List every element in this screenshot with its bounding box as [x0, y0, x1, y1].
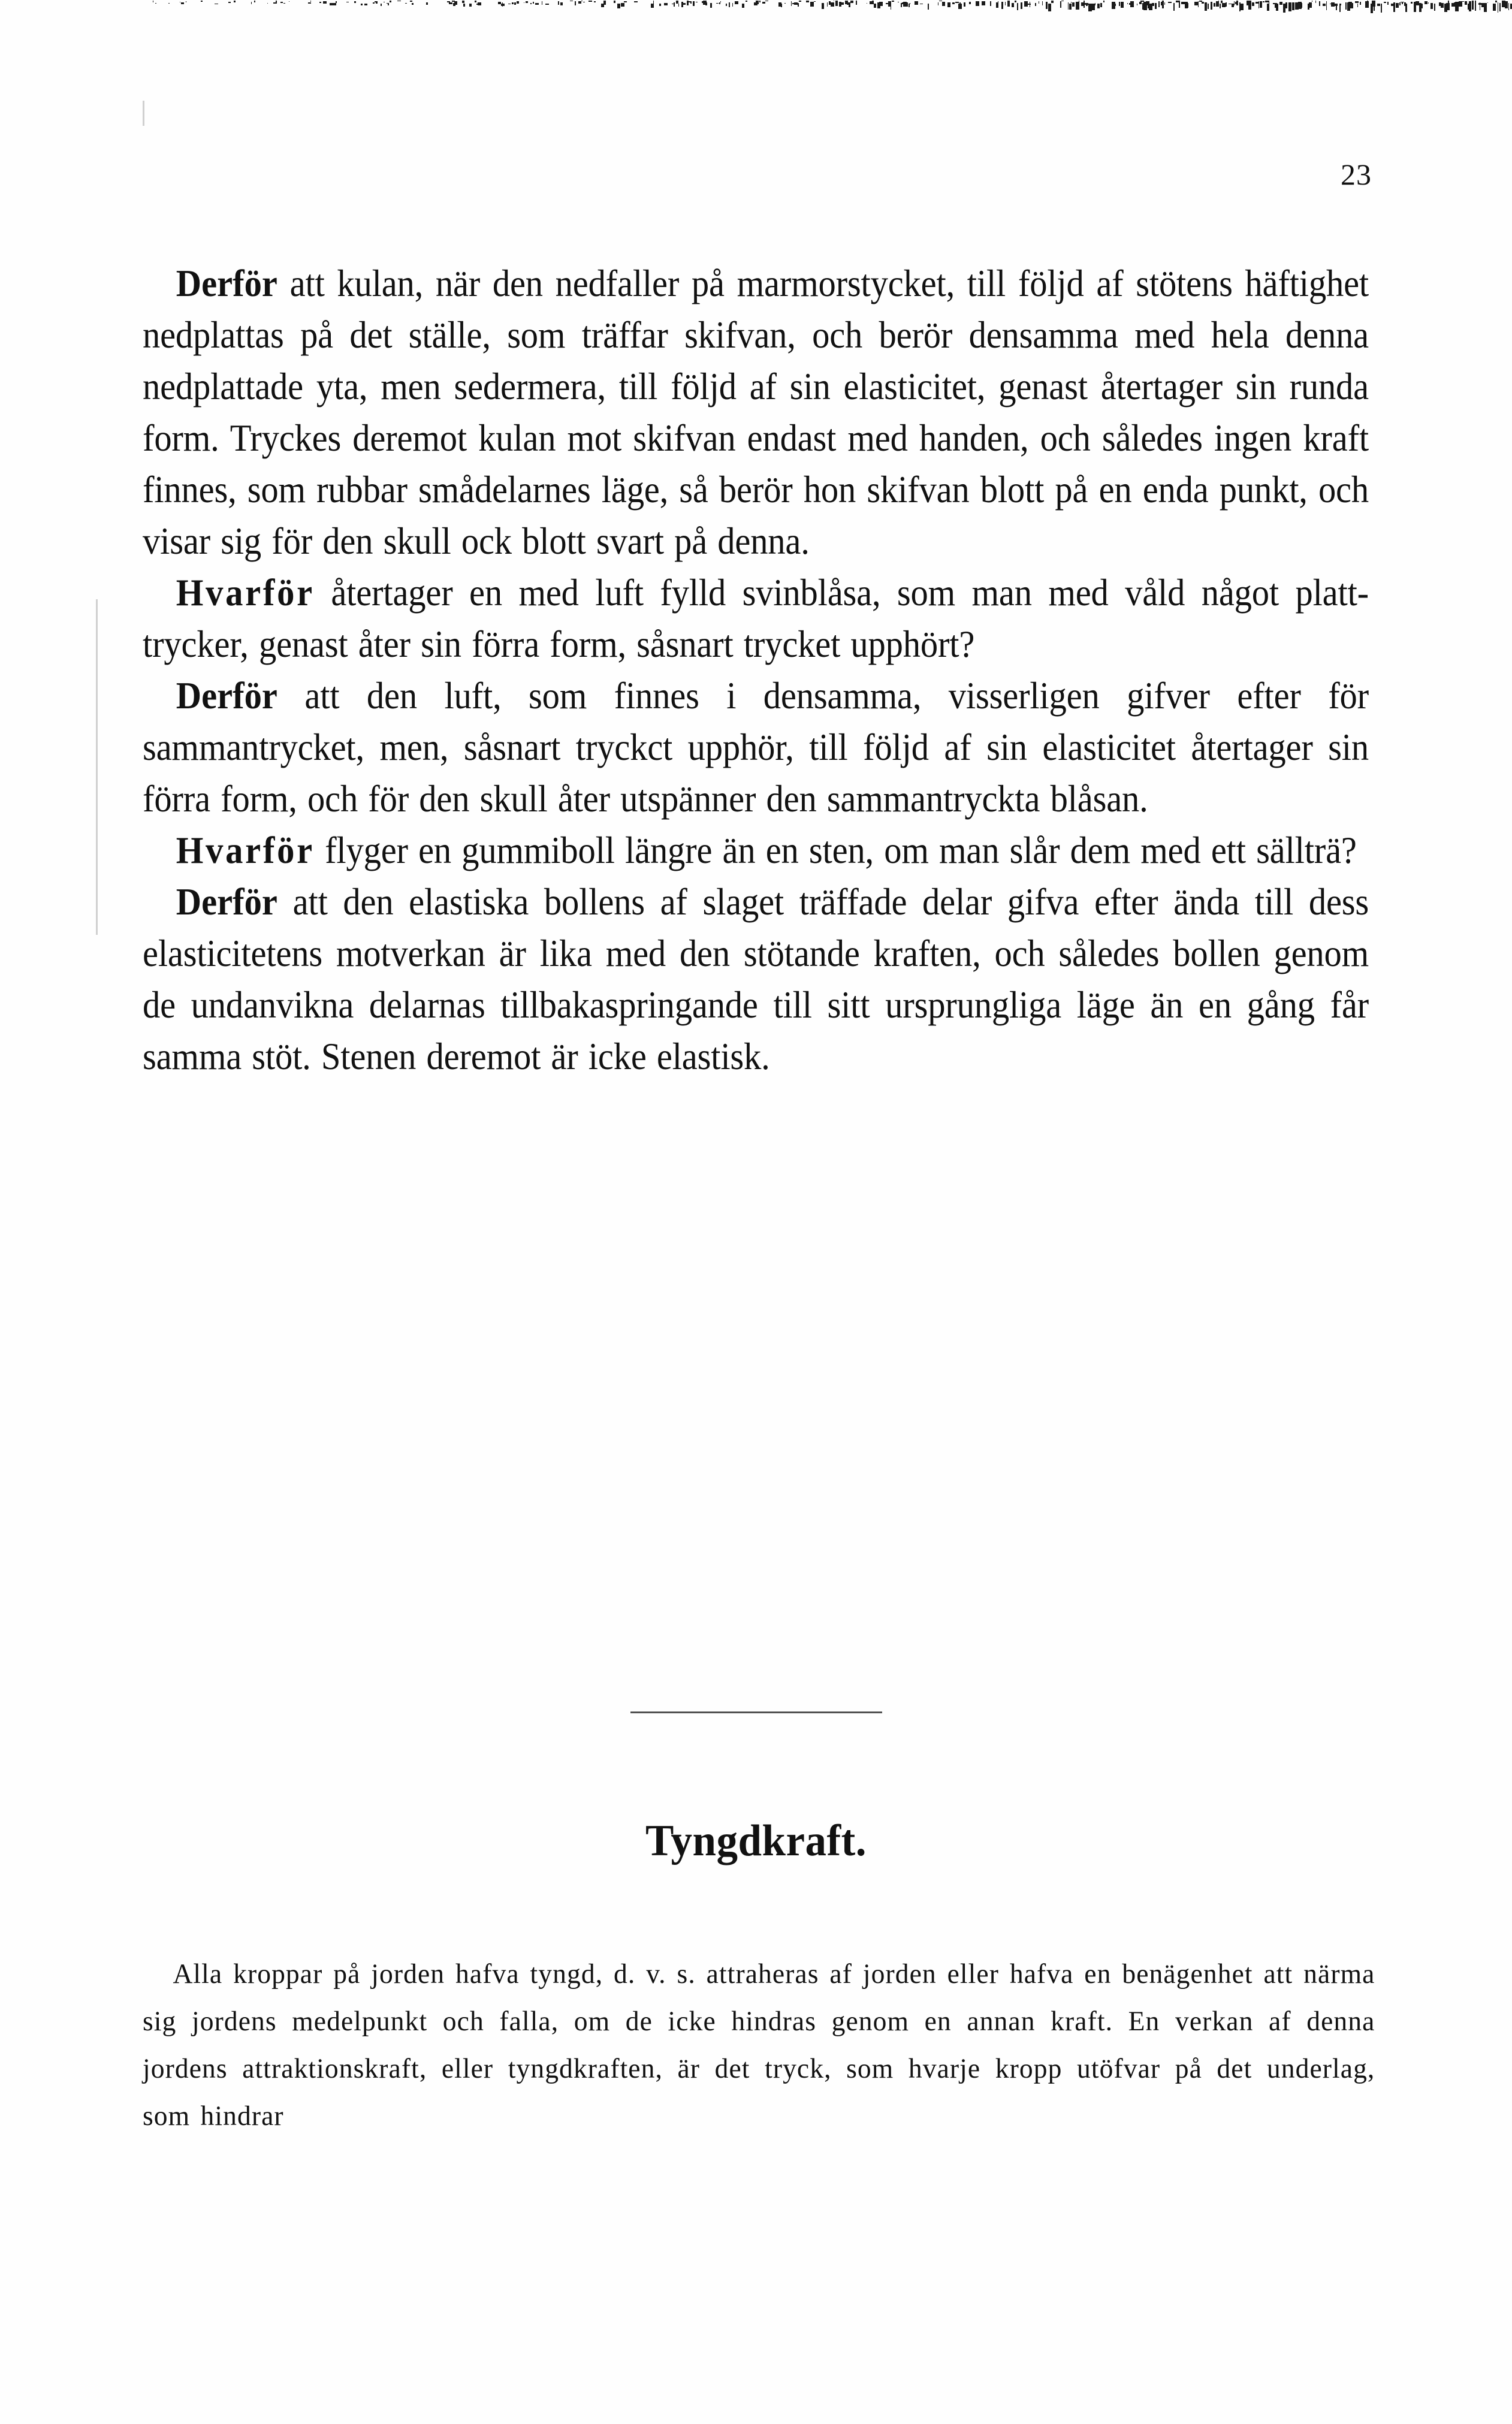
divider-rule: [630, 1711, 882, 1713]
binding-smudge-left-lower: [143, 101, 144, 126]
main-text-block: [143, 258, 1371, 1082]
binding-smudge-left: [96, 599, 98, 935]
paragraph-4-text: flyger en gummiboll längre än en sten, om man slår dem med ett sällträ?: [314, 829, 1357, 871]
scan-edge-artifact: [0, 0, 1512, 16]
paragraph-3-lead: Derför: [176, 675, 277, 717]
divider-rule-wrapper: [0, 1705, 1512, 1716]
paragraph-4-lead: Hvarför: [176, 829, 315, 871]
paragraph-2-lead: Hvarför: [176, 572, 315, 614]
section-text-block: [143, 1951, 1378, 2140]
paragraph-1: [143, 258, 1369, 567]
paragraph-4: [143, 825, 1369, 876]
paragraph-3: [143, 670, 1369, 825]
section-heading: Tyngdkraft.: [645, 1816, 867, 1865]
paragraph-2-text: återtager en med luft fylld svinblåsa, som man med våld något platt-trycker, genast åter sin förra form, såsnart trycket upphört?: [143, 572, 1369, 665]
section-paragraph: Alla kroppar på jorden hafva tyngd, d. v. s. attraheras af jorden eller hafva en benägenhet att närma sig jordens medelpunkt och falla, om de icke hindras genom en annan kraft. En verkan af denna jordens attraktionskraft, eller tyngdkraften, är det tryck, som hvarje kropp utöfvar på det underlag, som hindrar: [143, 1958, 1375, 2132]
paragraph-2: [143, 567, 1369, 670]
paragraph-5: [143, 876, 1369, 1082]
page-number: 23: [1341, 158, 1372, 191]
paragraph-1-lead: Derför: [176, 262, 277, 304]
paragraph-5-lead: Derför: [176, 881, 277, 923]
paragraph-1-text: att kulan, när den nedfaller på marmorstycket, till följd af stötens häftighet nedplattas på det ställe, som träffar skifvan, och berör densamma med hela denna nedplattade yta, men sedermera, till följd af sin elasticitet, genast återtager sin runda form. Tryckes deremot kulan mot skifvan endast med handen, och således ingen kraft finnes, som rubbar smådelarnes läge, så berör hon skifvan blott på en enda punkt, och visar sig för den skull ock blott svart på denna.: [143, 262, 1369, 562]
paragraph-3-text: att den luft, som finnes i densamma, visserligen gifver efter för sammantrycket, men, såsnart tryckct upphör, till följd af sin elasticitet återtager sin förra form, och för den skull åter utspänner den sammantryckta blåsan.: [143, 675, 1369, 820]
paragraph-5-text: att den elastiska bollens af slaget träffade delar gifva efter ända till dess elasticitetens motverkan är lika med den stötande kraften, och således bollen genom de undanvikna delarnas tillbakaspringande till sitt ursprungliga läge än en gång får samma stöt. Stenen deremot är icke elastisk.: [143, 881, 1369, 1077]
